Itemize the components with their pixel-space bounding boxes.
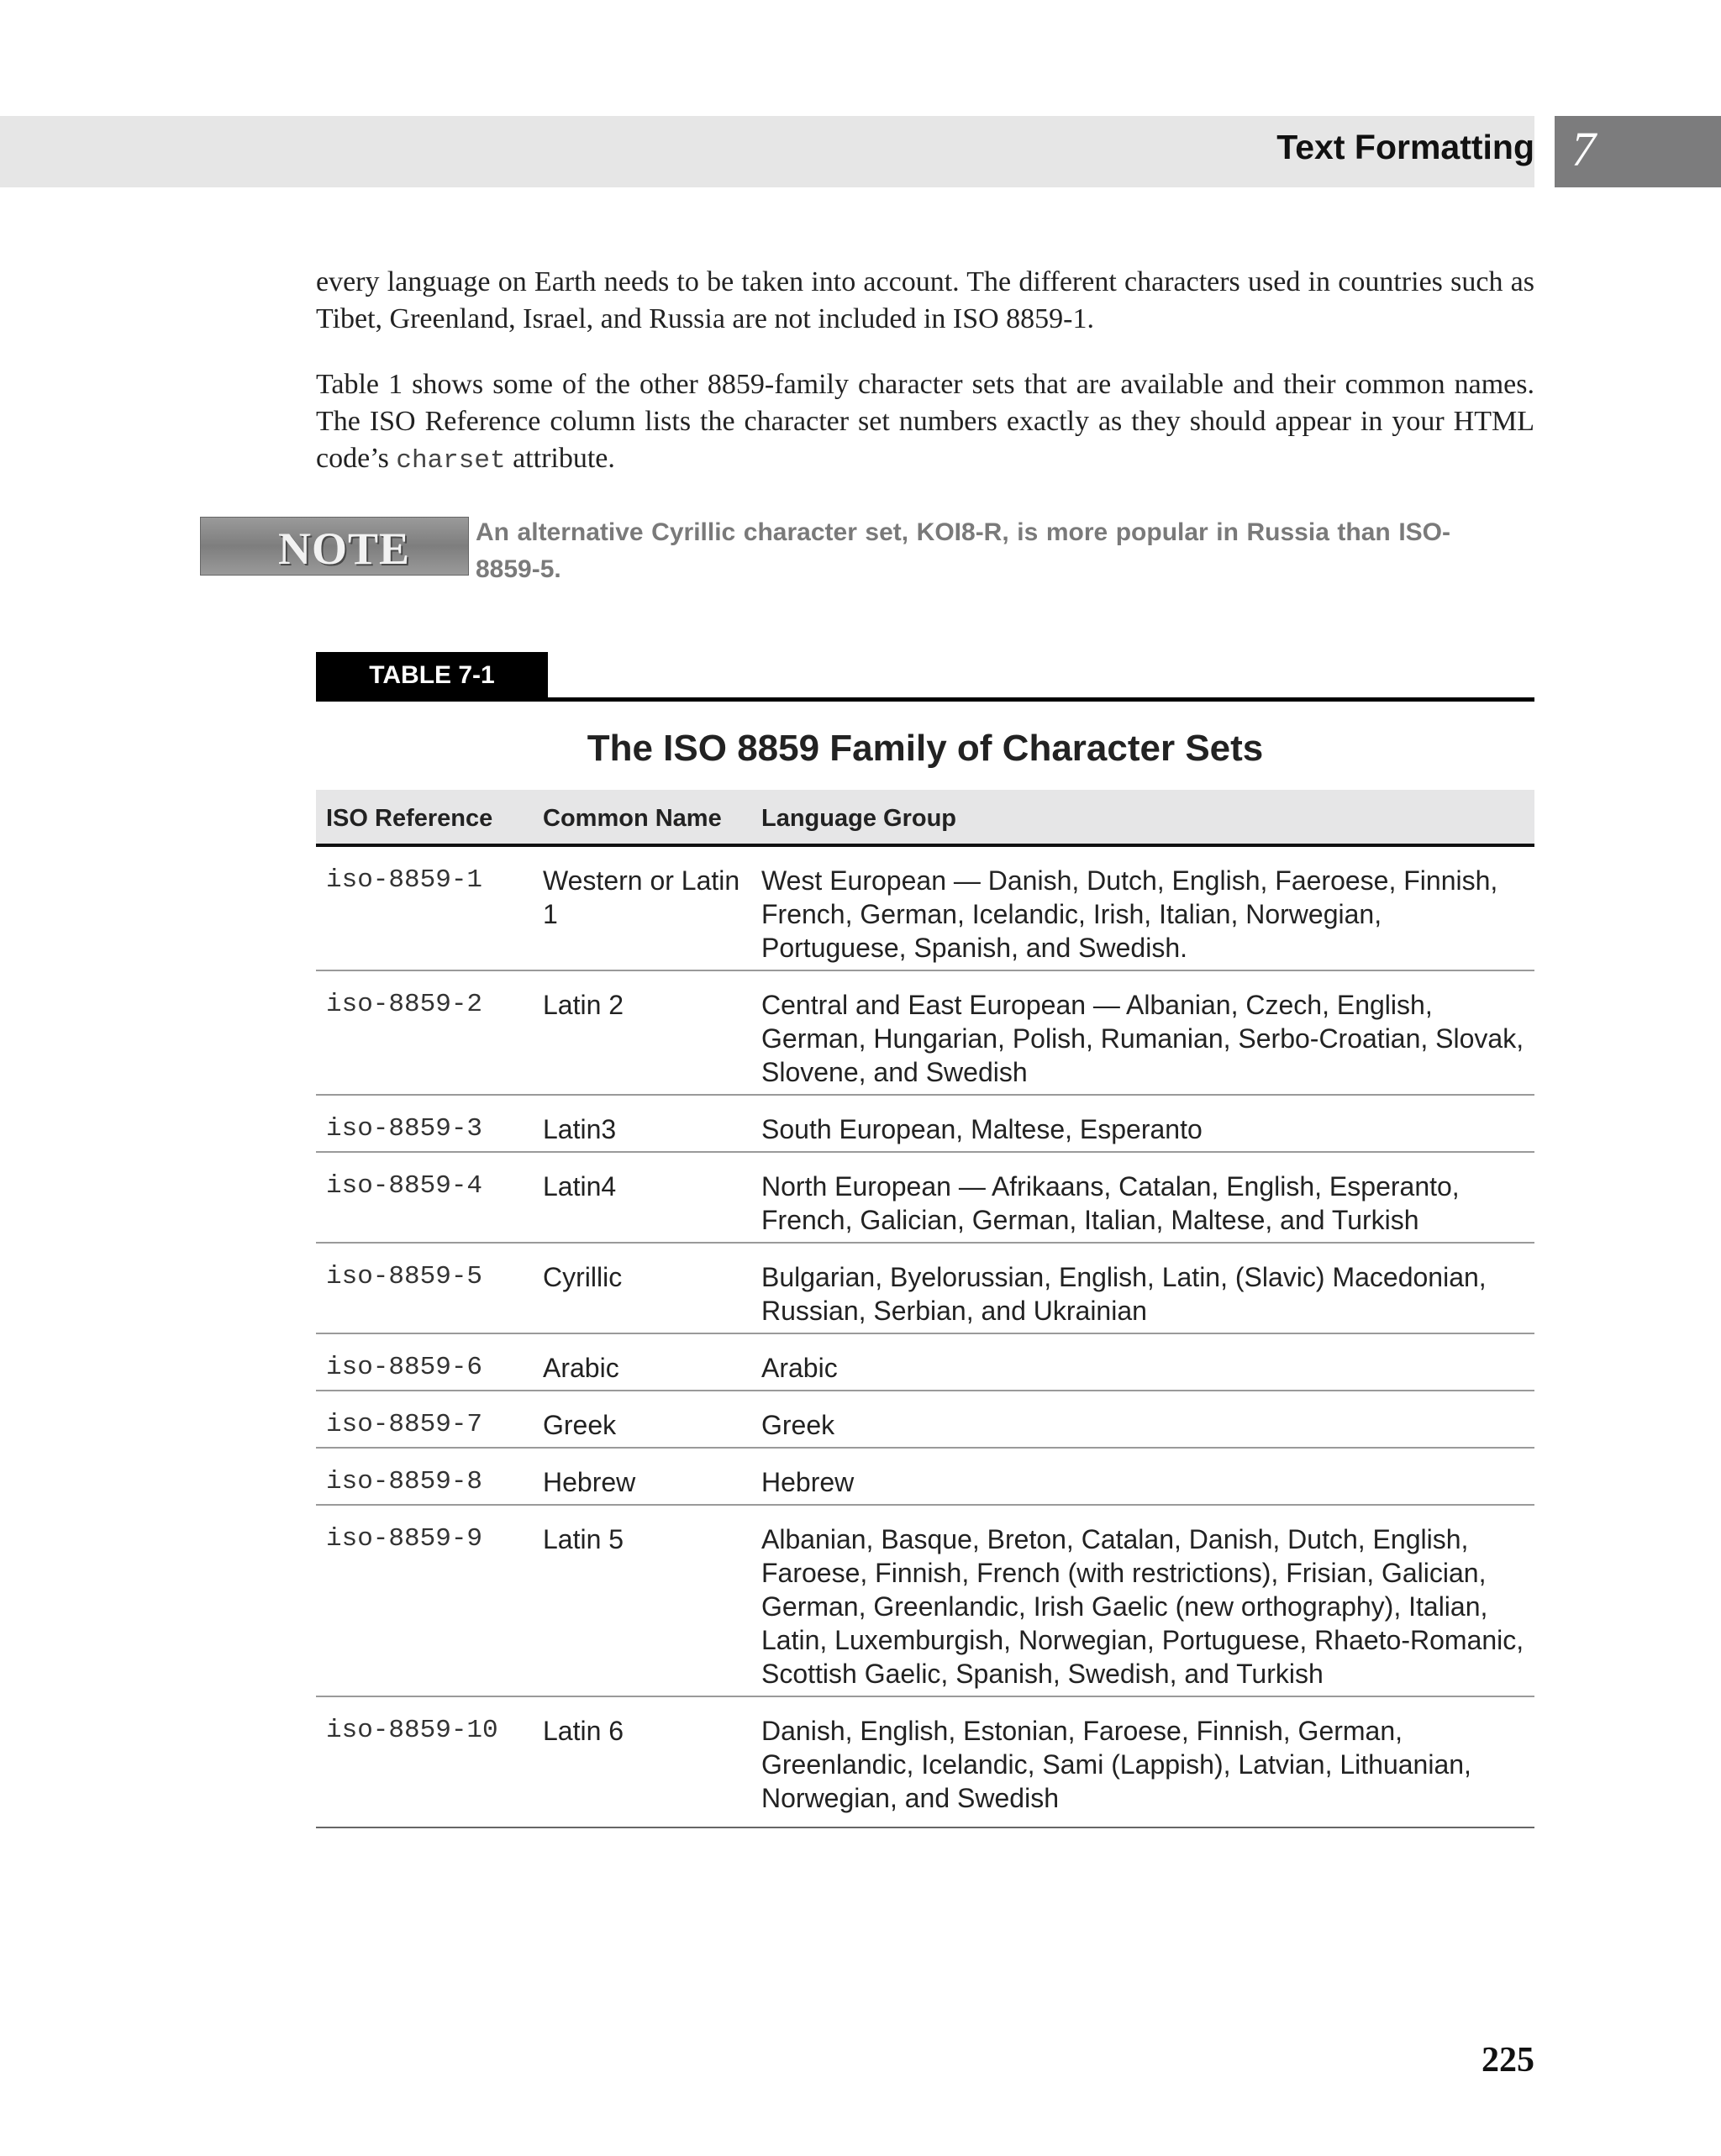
note-badge	[200, 517, 469, 576]
cell-language-group: South European, Maltese, Esperanto	[761, 1114, 1203, 1144]
chapter-number: 7	[1571, 122, 1596, 176]
cell-iso-reference: iso-8859-7	[326, 1410, 483, 1439]
column-header-common-name: Common Name	[543, 805, 722, 832]
note-badge-label: NOTE	[278, 523, 411, 574]
cell-iso-reference: iso-8859-2	[326, 990, 483, 1019]
table-row	[316, 847, 1534, 971]
chapter-tab	[1555, 116, 1721, 187]
cell-language-group: Hebrew	[761, 1467, 855, 1497]
body-paragraph-2	[316, 366, 1534, 480]
cell-iso-reference: iso-8859-3	[326, 1114, 483, 1144]
cell-iso-reference: iso-8859-6	[326, 1353, 483, 1382]
cell-language-group: North European — Afrikaans, Catalan, English, Esperanto, French, Galician, German, Italian, Maltese, and Turkish	[761, 1171, 1460, 1235]
cell-common-name: Latin3	[543, 1114, 617, 1144]
cell-language-group: Greek	[761, 1410, 835, 1440]
cell-common-name: Latin 2	[543, 990, 624, 1020]
table-body	[316, 847, 1534, 1828]
table-top-rule	[316, 697, 1534, 702]
column-header-iso-reference: ISO Reference	[326, 805, 493, 832]
cell-iso-reference: iso-8859-10	[326, 1716, 498, 1745]
table-row	[316, 1153, 1534, 1244]
cell-iso-reference: iso-8859-4	[326, 1171, 483, 1201]
cell-common-name: Cyrillic	[543, 1262, 623, 1292]
note-text: An alternative Cyrillic character set, KOI8-R, is more popular in Russia than ISO-8859-5.	[476, 518, 1450, 583]
cell-language-group: Arabic	[761, 1353, 838, 1383]
cell-iso-reference: iso-8859-8	[326, 1467, 483, 1496]
cell-language-group: Central and East European — Albanian, Czech, English, German, Hungarian, Polish, Rumanian, Serbo-Croatian, Slovak, Slovene, and Swedish	[761, 990, 1524, 1087]
table-row	[316, 1391, 1534, 1449]
cell-common-name: Greek	[543, 1410, 617, 1440]
cell-iso-reference: iso-8859-5	[326, 1262, 483, 1291]
cell-common-name: Latin 5	[543, 1524, 624, 1554]
cell-iso-reference: iso-8859-9	[326, 1524, 483, 1554]
paragraph-2-text-start: Table 1 shows some of the other 8859-family character sets that are available and their common names. The ISO Reference column lists the character set numbers exactly as they should appear in your HTML code’s	[316, 369, 1534, 474]
table-row	[316, 971, 1534, 1096]
body-paragraph-1: every language on Earth needs to be taken into account. The different characters used in countries such as Tibet, Greenland, Israel, and Russia are not included in ISO 8859-1.	[316, 266, 1534, 334]
paragraph-2-text-end: attribute.	[505, 443, 615, 474]
cell-common-name: Western or Latin 1	[543, 865, 740, 929]
inline-code-charset: charset	[396, 446, 506, 476]
table-row	[316, 1697, 1534, 1828]
table-row	[316, 1244, 1534, 1334]
table-row	[316, 1506, 1534, 1697]
table-title: The ISO 8859 Family of Character Sets	[587, 728, 1264, 769]
table-label: TABLE 7-1	[316, 652, 548, 699]
table-row	[316, 1334, 1534, 1391]
cell-language-group: Bulgarian, Byelorussian, English, Latin, (Slavic) Macedonian, Russian, Serbian, and Ukrainian	[761, 1262, 1487, 1326]
column-header-language-group: Language Group	[761, 805, 956, 832]
table-header-row	[316, 790, 1534, 847]
cell-iso-reference: iso-8859-1	[326, 865, 483, 895]
cell-language-group: Danish, English, Estonian, Faroese, Finnish, German, Greenlandic, Icelandic, Sami (Lappish), Latvian, Lithuanian, Norwegian, and Swedish	[761, 1716, 1471, 1813]
cell-language-group: Albanian, Basque, Breton, Catalan, Danish, Dutch, English, Faroese, Finnish, French (with restrictions), Frisian, Galician, German, Greenlandic, Irish Gaelic (new orthography), Italian, Latin, Luxemburgish, Norwegian, Portuguese, Rhaeto-Romanic, Scottish Gaelic, Spanish, Swedish, and Turkish	[761, 1524, 1524, 1689]
table-row	[316, 1096, 1534, 1153]
page-number: 225	[1482, 2041, 1534, 2080]
cell-common-name: Latin4	[543, 1171, 617, 1202]
cell-language-group: West European — Danish, Dutch, English, Faeroese, Finnish, French, German, Icelandic, Irish, Italian, Norwegian, Portuguese, Spanish, and Swedish.	[761, 865, 1498, 963]
running-header-title: Text Formatting	[1276, 128, 1534, 166]
cell-common-name: Arabic	[543, 1353, 619, 1383]
cell-common-name: Latin 6	[543, 1716, 624, 1746]
table-row	[316, 1449, 1534, 1506]
cell-common-name: Hebrew	[543, 1467, 636, 1497]
